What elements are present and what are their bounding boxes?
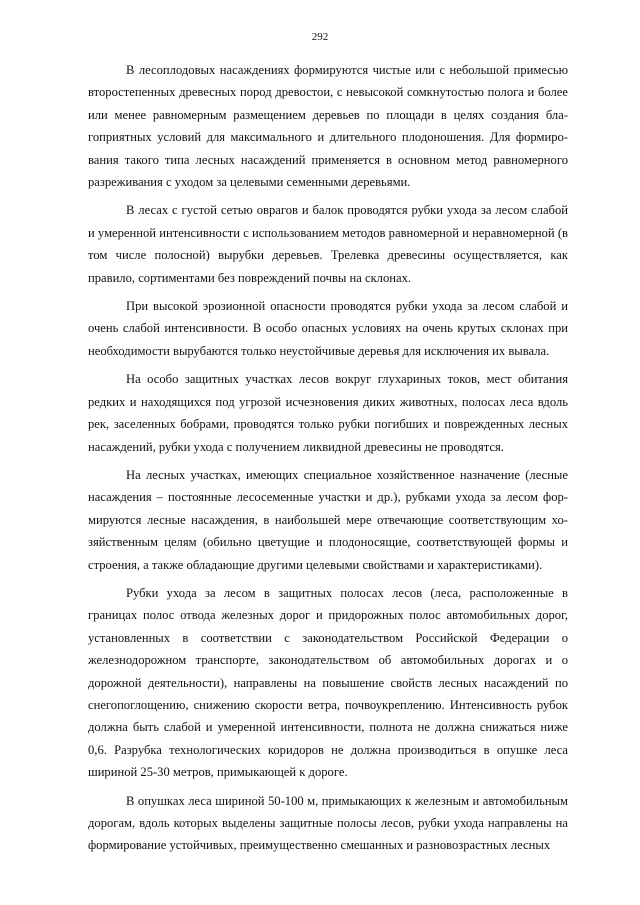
body-text <box>88 59 568 863</box>
paragraph-protective-strips: Рубки ухода за лесом в защитных полосах лесов (леса, расположенные в границах полос отвода железных дорог и придорожных полос автомобильных дорог, установленных в соответствии с законодательством Российской Федерации о железнодорожном транспорте, законодательством об автомобильных дорогах и о дорожной деятельности), направлены на повышение свойств лесных насаждений по снегопоглощению, снижению скорости ветра, почвоукреплению. Интенсивность рубок должна быть слабой и умеренной интенсивности, полнота не должна снижаться ниже 0,6. Разрубка технологических коридоров не должна производиться в опушке леса шириной 25-30 метров, примыкающей к дороге. <box>88 585 568 780</box>
page-number: 292 <box>311 31 329 43</box>
paragraph-special-purpose: На лесных участках, имеющих специальное хозяйственное назначение (лесные насаждения – постоянные лесосеменные участки и др.), рубками ухода за лесом формируются лесные насаждения, в наибольшей мере отвечающие соответствующим хозяйственным целям (обильно цветущие и плодоносящие, соответствующей формы и строения, а также обладающие другими целевыми свойствами и характеристиками). <box>88 467 568 572</box>
paragraph-erosion-risk: При высокой эрозионной опасности проводятся рубки ухода за лесом слабой и очень слабой интенсивности. В особо опасных условиях на очень крутых склонах при необходимости вырубаются только неустойчивые деревья для исключения их вывала. <box>88 299 568 358</box>
paragraph-ravines-gullies: В лесах с густой сетью оврагов и балок проводятся рубки ухода за лесом слабой и умеренной интенсивности с использованием методов равномерной и неравномерной (в том числе полосной) вырубки деревьев. Трелевка древесины осуществляется, как правило, сортиментами без повреждений почвы на склонах. <box>88 203 568 285</box>
paragraph-forest-edges: В опушках леса шириной 50-100 м, примыкающих к железным и автомобильным дорогам, вдоль которых выделены защитные полосы лесов, рубки ухода направлены на формирование устойчивых, преимущественно смешанных и разновозрастных лесных <box>88 793 568 853</box>
paragraph-protective-areas: На особо защитных участках лесов вокруг глухариных токов, мест обитания редких и находящихся под угрозой исчезновения диких животных, полосах леса вдоль рек, заселенных бобрами, проводятся только рубки погибших и поврежденных лесных насаждений, рубки ухода с получением ликвидной древесины не проводятся. <box>88 372 568 454</box>
paragraph-orchard-stands: В лесоплодовых насаждениях формируются чистые или с небольшой примесью второстепенных древесных пород древостои, с невысокой сомкнутостью полога и более или менее равномерным размещением деревьев по площади в целях создания благоприятных условий для максимального и длительного плодоношения. Для формирования такого типа лесных насаждений применяется в основном метод равномерного разреживания с уходом за целевыми семенными деревьями. <box>88 63 568 190</box>
